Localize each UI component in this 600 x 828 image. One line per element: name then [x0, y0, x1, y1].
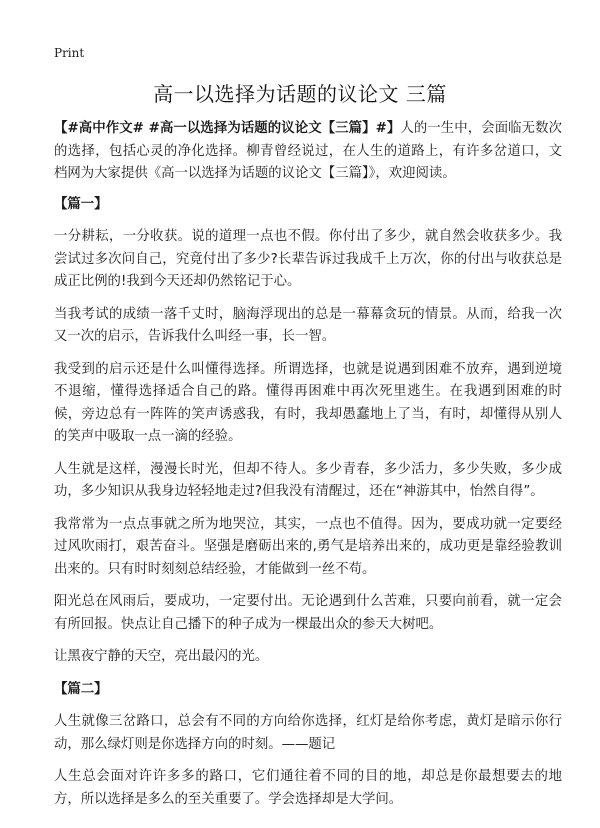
paragraph: 我常常为一点点事就之所为地哭泣，其实，一点也不值得。因为，要成功就一定要经过风吹雨打，艰苦奋斗。坚强是磨砺出来的,勇气是培养出来的，成功更是靠经验教训出来的。只有时时刻刻总结经验，才能做到一丝不苟。: [54, 516, 562, 577]
section-1-heading: 【篇一】: [54, 196, 108, 212]
document-title: 高一以选择为话题的议论文 三篇: [153, 82, 447, 106]
paragraph: 一分耕耘，一分收获。说的道理一点也不假。你付出了多少，就自然会收获多少。我尝试过多次问自己，究竟付出了多少?长辈告诉过我成千上万次，你的付出与收获总是成正比例的!我到今天还却仍然铭记于心。: [54, 229, 562, 289]
paragraph: 人生就是这样，漫漫长时光，但却不待人。多少青春，多少活力，多少失败，多少成功，多少知识从我身边轻轻地走过?但我没有清醒过，还在“神游其中，怡然自得”。: [54, 461, 562, 499]
paragraph: 我受到的启示还是什么叫懂得选择。所谓选择，也就是说遇到困难不放弃，遇到逆境不退缩，懂得选择适合自己的路。懂得再困难中再次死里逃生。在我遇到困难的时候，旁边总有一阵阵的笑声诱惑我，有时，我却愚蠢地上了当，有时，却懂得从别人的笑声中吸取一点一滴的经验。: [54, 361, 562, 444]
paragraph: 当我考试的成绩一落千丈时，脑海浮现出的总是一幕幕贪玩的情景。从而，给我一次又一次的启示，告诉我什么叫经一事，长一智。: [54, 306, 562, 344]
paragraph: 阳光总在风雨后，要成功，一定要付出。无论遇到什么苦难，只要向前看，就一定会有所回报。快点让自己播下的种子成为一棵最出众的参天大树吧。: [54, 594, 562, 632]
section-2-heading: 【篇二】: [54, 681, 108, 697]
paragraph: 人生就像三岔路口，总会有不同的方向给你选择，红灯是给你考虑，黄灯是暗示你行动，那么绿灯则是你选择方向的时刻。——题记: [54, 714, 562, 752]
print-label[interactable]: Print: [54, 46, 85, 60]
intro-tag: 【#高中作文# #高一以选择为话题的议论文【三篇】#】: [54, 121, 401, 136]
paragraph: 人生总会面对许许多多的路口，它们通往着不同的目的地，却总是你最想要去的地方，所以选择是多么的至关重要了。学会选择却是大学问。: [54, 769, 562, 807]
paragraph: 让黑夜宁静的天空，亮出最闪的光。: [54, 649, 269, 664]
intro-paragraph: [54, 118, 562, 186]
intro-text: 人的一生中，会面临无数次的选择，包括心灵的净化选择。柳青曾经说过，在人生的道路上，有许多岔道口，文档网为大家提供《高一以选择为话题的议论文【三篇】》，欢迎阅读。: [54, 121, 563, 181]
document-body: [54, 118, 562, 821]
